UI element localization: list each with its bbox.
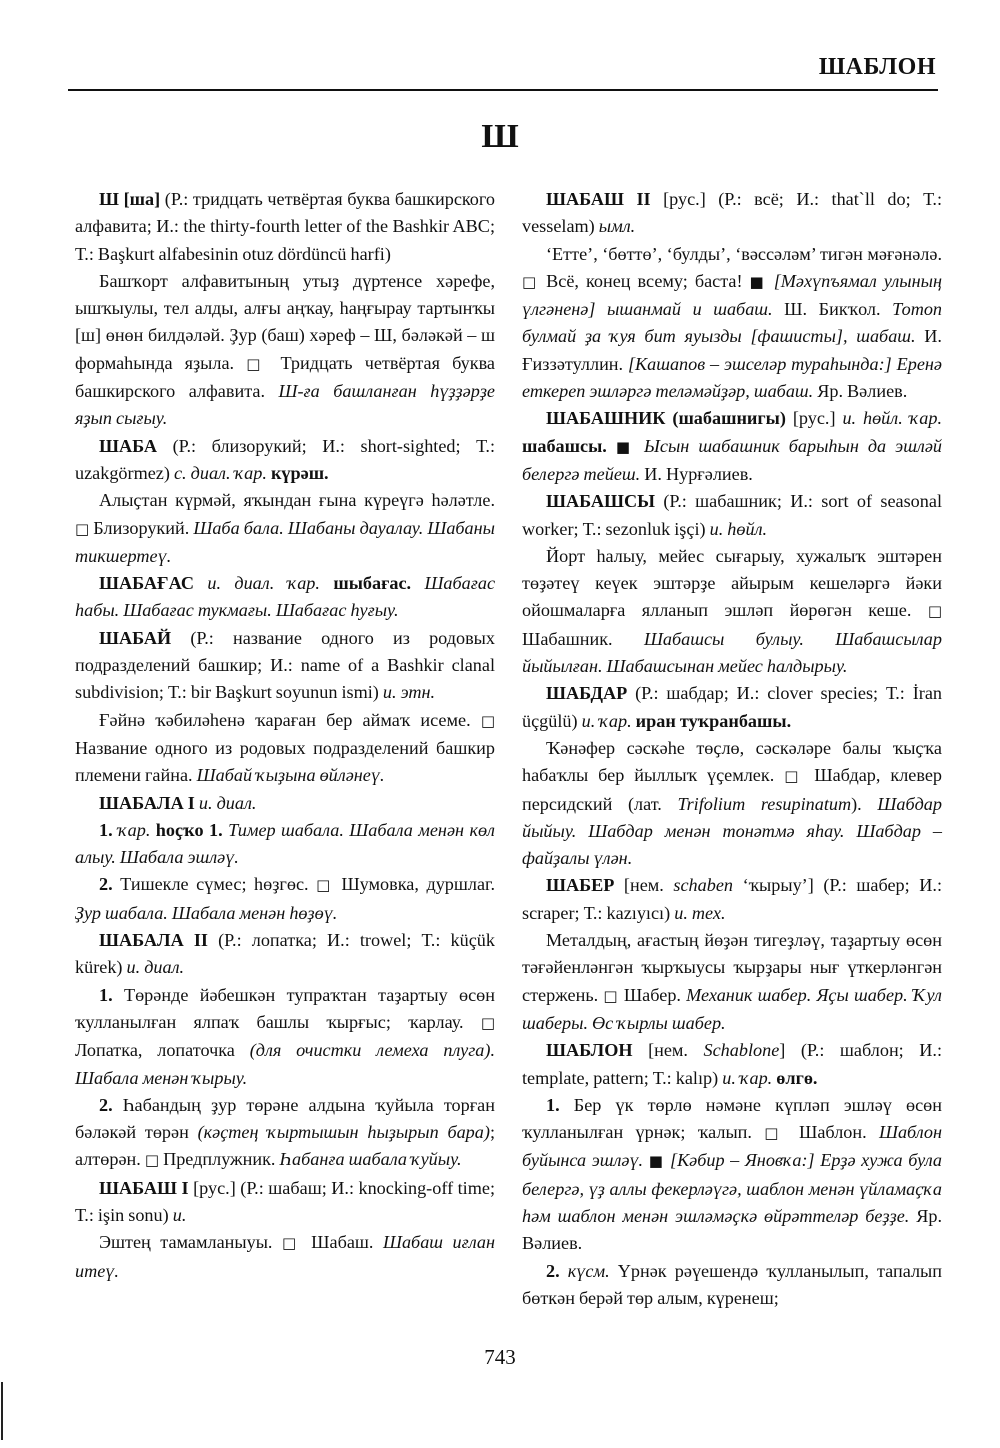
entry-paragraph (75, 707, 495, 790)
bold-term: ШАБАШ I (99, 1177, 189, 1198)
italic-text: и. тех. (674, 902, 726, 923)
white-square-icon: □ (784, 767, 805, 786)
right-column (522, 186, 942, 1312)
italic-text: и. этн. (382, 682, 436, 703)
bold-term: ШАБАШСЫ (546, 491, 655, 512)
text-run: Һабандың ҙур төрәне алдына ҡуйыла торған бәләкәй төрән (75, 1094, 495, 1143)
text-run: ] (Р.: шаблон; И.: template, pattern; Т.: kalıp) (522, 1040, 942, 1088)
text-run: И. Нурғәлиев. (640, 463, 753, 484)
italic-text: [Кашапов – эшселәр тураһында:] Еренә еткереп эшләргә теләмәйҙәр, шабаш. (522, 353, 942, 402)
entry-paragraph (522, 543, 942, 680)
text-run (607, 436, 616, 456)
text-run: Шабдар, клевер персидский (лат. (522, 765, 942, 814)
text-run: Ш. Бикҡол. (772, 299, 893, 320)
entry-paragraph (522, 927, 942, 1037)
text-run: [рус.] (Р.: шабаш; И.: knocking-off time; Т.: işin sonu) (75, 1177, 496, 1225)
bold-term: ШАБАШ II (546, 189, 651, 209)
bold-term: һоҫҡо 1. (155, 819, 223, 840)
entry-paragraph (75, 487, 495, 570)
bold-term: ШАБАШНИК (шабашнигы) (546, 408, 786, 429)
text-run: Төрәнде йәбешкән тупраҡтан таҙартыу өсөн ҡулланылған ялпаҡ башлы ҡырғыс; ҡарлау. (75, 984, 495, 1032)
bold-term: 1. (546, 1094, 560, 1115)
dictionary-entry (75, 433, 495, 488)
white-square-icon: □ (603, 986, 619, 1005)
text-run: Шабашник. (522, 628, 644, 649)
white-square-icon: □ (75, 519, 90, 538)
text-run: (Р.: тридцать четвёртая буква башкирского алфавита; И.: the thirty-fourth letter of the Bashkir ABC; Т.: Başkurt alfabesinin otuz dördüncü harfi) (75, 189, 495, 264)
section-letter: Ш (481, 118, 519, 155)
dictionary-entry (75, 625, 495, 707)
text-run: [рус.] (785, 408, 843, 429)
italic-text: и. ҡар. (722, 1067, 773, 1088)
text-run: Название одного из родовых подразделений башкир племени гайна. (75, 737, 495, 786)
bold-term: ШАБАЛА II (99, 930, 208, 951)
italic-text: ҡар. (118, 819, 151, 840)
white-square-icon: □ (246, 354, 269, 373)
italic-text: Шаблон буйынса эшләү. (522, 1122, 943, 1171)
text-run: Шумовка, дуршлаг. (333, 874, 495, 895)
text-run: [нем. (632, 1040, 704, 1061)
white-square-icon: □ (764, 1124, 787, 1143)
dictionary-entry (75, 927, 495, 982)
italic-text: [Мәхүпъямал улының үлгәненә] ышанмай и шабаш. (522, 270, 942, 320)
dictionary-entry (522, 405, 942, 488)
white-square-icon: □ (480, 711, 495, 730)
bold-term: ШАБАЙ (99, 627, 172, 648)
italic-text: Тимер шабала. Шабала менән көл алыу. Шабала эшләү. (75, 819, 495, 868)
text-run: Эштең тамамланыуы. (99, 1232, 282, 1253)
text-run: (Р.: название одного из родовых подразделений башкир; И.: name of a Bashkir clanal subdivision; Т.: bir Başkurt soyunun ismi) (75, 627, 495, 703)
italic-text: с. диал. ҡар. (173, 462, 267, 483)
italic-text: Тотоп булмай ҙа ҡуя бит яуызды [фашисты], шабаш. (522, 299, 943, 347)
italic-text: Шабай ҡыҙына өйләнеү. (196, 765, 385, 786)
text-run: Яр. Вәлиев. (813, 381, 908, 402)
bold-term: ШАБА (99, 435, 158, 456)
text-run: ‘ҡырыу’] (Р.: шабер; И.: scraper; Т.: kazıyıcı) (522, 875, 942, 923)
margin-mark (1, 1382, 3, 1440)
italic-text: (для очистки лемеха плуга). Шабала менән ҡырыу. (75, 1040, 495, 1088)
black-square-icon: ■ (648, 1152, 665, 1171)
dictionary-entry (522, 1037, 942, 1092)
white-square-icon: □ (522, 272, 540, 291)
text-run (635, 436, 644, 456)
italic-text: Һабанға шабала ҡуйыу. (279, 1149, 462, 1170)
left-column (75, 186, 495, 1285)
running-head: ШАБЛОН (818, 54, 936, 80)
italic-text: Ҙур шабала. Шабала менән һөҙөү. (75, 902, 338, 923)
text-run: Башҡорт алфавитының утыҙ дүртенсе хәрефе, ышҡыулы, тел алды, алғы аңҡау, һаңғырау тартынҡы [ш] өнөн билдәләй. Ҙур (баш) хәреф – Ш, бәләкәй – ш формаһында яҙыла. (75, 270, 495, 373)
text-run (767, 271, 774, 291)
italic-text: Механик шабер. Яҫы шабер. Ҡул шаберы. Өс ҡырлы шабер. (522, 984, 942, 1033)
italic-text: Ш-ға башланған һүҙҙәрҙе яҙып сығыу. (75, 381, 495, 429)
italic-text: и. ҡар. (581, 710, 632, 731)
text-run: Алыҫтан күрмәй, яҡындан ғына күреүгә һәләтле. (99, 490, 495, 511)
text-run: Яр. Вәлиев. (522, 1205, 943, 1254)
bold-term: шыбағас. (333, 573, 412, 594)
bold-term: 1. (99, 984, 113, 1005)
text-run: (Р.: близорукий; И.: short-sighted; Т.: uzakgörmez) (75, 435, 495, 483)
text-run (560, 1261, 568, 1281)
white-square-icon: □ (281, 1234, 302, 1253)
entry-paragraph (522, 1258, 942, 1313)
italic-text: Trifolium resupinatum (677, 793, 852, 814)
italic-text: Шабағас һабы. Шабағас тукмағы. Шабағас һуғыу. (75, 573, 496, 621)
text-run: Лопатка, лопаточка (75, 1040, 250, 1061)
bold-term: шабашсы. (522, 435, 607, 456)
bold-term: күрәш. (270, 462, 329, 483)
bold-term: өлгө. (776, 1067, 818, 1088)
black-square-icon: ■ (615, 437, 635, 456)
white-square-icon: □ (480, 1013, 495, 1032)
text-run: Ҡәнәфер сәскәһе төҫлө, сәскәләре балы ҡыҫҡа һабаҡлы бер йыллыҡ үҫемлек. (522, 737, 942, 786)
bold-term: 2. (99, 1094, 113, 1115)
text-run: Шабер. (618, 984, 687, 1005)
italic-text: и. һөйл. ҡар. (842, 408, 942, 429)
italic-text: и. диал. ҡар. (207, 573, 320, 594)
dictionary-entry (75, 790, 495, 817)
italic-text: күсм. (567, 1260, 610, 1281)
header-rule (68, 89, 938, 91)
page-number: 743 (484, 1345, 516, 1369)
dictionary-entry (522, 186, 942, 241)
text-run: Всё, конец всему; баста! (539, 270, 750, 291)
bold-term: 1. (99, 819, 113, 840)
bold-term: иран туҡранбашы. (635, 710, 792, 731)
bold-term: ШАБЛОН (546, 1040, 633, 1061)
dictionary-entry (522, 680, 942, 735)
white-square-icon: □ (316, 876, 334, 895)
text-run (194, 573, 207, 593)
text-run: (Р.: лопатка; И.: trowel; Т.: küçük kürek) (75, 930, 495, 978)
black-square-icon: ■ (749, 272, 767, 291)
italic-text: Шаба бала. Шабаны дауалау. Шабаны тикшертеү. (75, 517, 495, 566)
bold-term: 2. (546, 1260, 560, 1281)
dictionary-entry (522, 872, 942, 927)
italic-text: (кәҫтең ҡыртышын һыҙырып бара) (197, 1122, 490, 1143)
text-run: Близорукий. (89, 517, 194, 538)
italic-text: Шабаш иғлан итеү. (75, 1232, 495, 1281)
italic-text: Ысын шабашник барыһын да эшләй белергә тейеш. (522, 435, 943, 484)
bold-term: 2. (99, 874, 113, 895)
bold-term: ШАБДАР (546, 683, 628, 704)
text-run (411, 573, 424, 593)
text-run: Шаблон. (786, 1122, 879, 1143)
text-run: Үрнәк рәүешендә ҡулланылып, тапалып бөткән берәй төр алым, күренеш; (522, 1260, 943, 1308)
entry-paragraph (75, 871, 495, 927)
entry-paragraph (75, 982, 495, 1092)
entry-paragraph (522, 241, 942, 406)
dictionary-entry (522, 488, 942, 543)
text-run: (Р.: шабдар; И.: clover species; Т.: İran üçgülü) (522, 683, 942, 731)
italic-text: ымл. (598, 216, 636, 237)
italic-text: [Кәбир – Яновҡа:] Ерҙә хужа була белергә, үҙ аллы фекерләүгә, шаблон менән үйламаҫҡа һәм шаблон менән эшләмәҫкә өйрәттеләр беҙҙе. (522, 1150, 942, 1226)
bold-term: ШАБАҒАС (99, 573, 194, 594)
dictionary-entry (75, 1175, 495, 1230)
text-run: [нем. (614, 875, 674, 896)
italic-text: Шабдар йыйыу. Шабдар менән тонәтмә яһау. Шабдар – файҙалы үлән. (522, 793, 942, 869)
white-square-icon: □ (927, 602, 942, 621)
italic-text: и. диал. (126, 957, 185, 978)
bold-term: ШАБЕР (546, 875, 615, 896)
text-run: Металдың, ағастың йөҙән тигеҙләү, таҙартыу өсөн тәғәйенләнгән ҡырҡыусы ҡырҙары нығ үткерләнгән стержень. (522, 930, 942, 1005)
text-run: Тридцать четвёртая буква башкирского алфавита. (75, 352, 495, 402)
text-run (320, 573, 333, 593)
italic-text: и. һөйл. (709, 518, 768, 539)
text-run: [рус.] (Р.: всё; И.: that`ll do; Т.: vesselam) (522, 189, 943, 237)
text-run: ‘Етте’, ‘бөттө’, ‘булды’, ‘вәссәләм’ тигән мәғәнәлә. (546, 243, 942, 264)
bold-term: Ш [ша] (99, 189, 161, 209)
italic-text: и. диал. (198, 792, 257, 813)
dictionary-entry (75, 186, 495, 268)
entry-paragraph (522, 735, 942, 872)
text-run: Шабаш. (301, 1232, 383, 1253)
entry-paragraph (75, 268, 495, 433)
text-run: ). (851, 793, 878, 814)
dictionary-entry (75, 570, 495, 625)
entry-paragraph (75, 1229, 495, 1285)
italic-text: Шабашсы булыу. Шабашсылар йыйылған. Шабашсынан мейес һалдырыу. (522, 628, 942, 677)
text-run: ; алтөрән. (75, 1122, 495, 1170)
entry-paragraph (75, 1092, 495, 1175)
bold-term: ШАБАЛА I (99, 792, 195, 813)
text-run: Йорт һалыу, мейес сығарыу, хужалыҡ эштәрен төҙәтеү кеүек эштәрҙе айырым кешеләргә йәки ойошмаларға ялланып эшләп йөрөгән кеше. (522, 545, 942, 621)
text-run: (Р.: шабашник; И.: sort of seasonal worker; Т.: sezonluk işçi) (522, 491, 942, 539)
text-run: И. Ғиззәтуллин. (522, 326, 942, 374)
italic-text: Schablone (703, 1040, 780, 1061)
text-run: Тишекле сүмес; һөҙгөс. (112, 874, 317, 895)
text-run: Ғәйнә ҡәбиләһенә ҡараған бер аймаҡ исеме. (99, 709, 481, 730)
entry-paragraph (522, 1092, 942, 1258)
text-run: Бер үк төрлө нәмәне күпләп эшләү өсөн ҡулланылған үрнәк; ҡалып. (522, 1094, 942, 1143)
white-square-icon: □ (144, 1151, 160, 1170)
text-run: Предплужник. (159, 1149, 280, 1170)
italic-text: schaben (673, 875, 734, 896)
italic-text: и. (172, 1204, 187, 1225)
entry-paragraph (75, 817, 495, 872)
